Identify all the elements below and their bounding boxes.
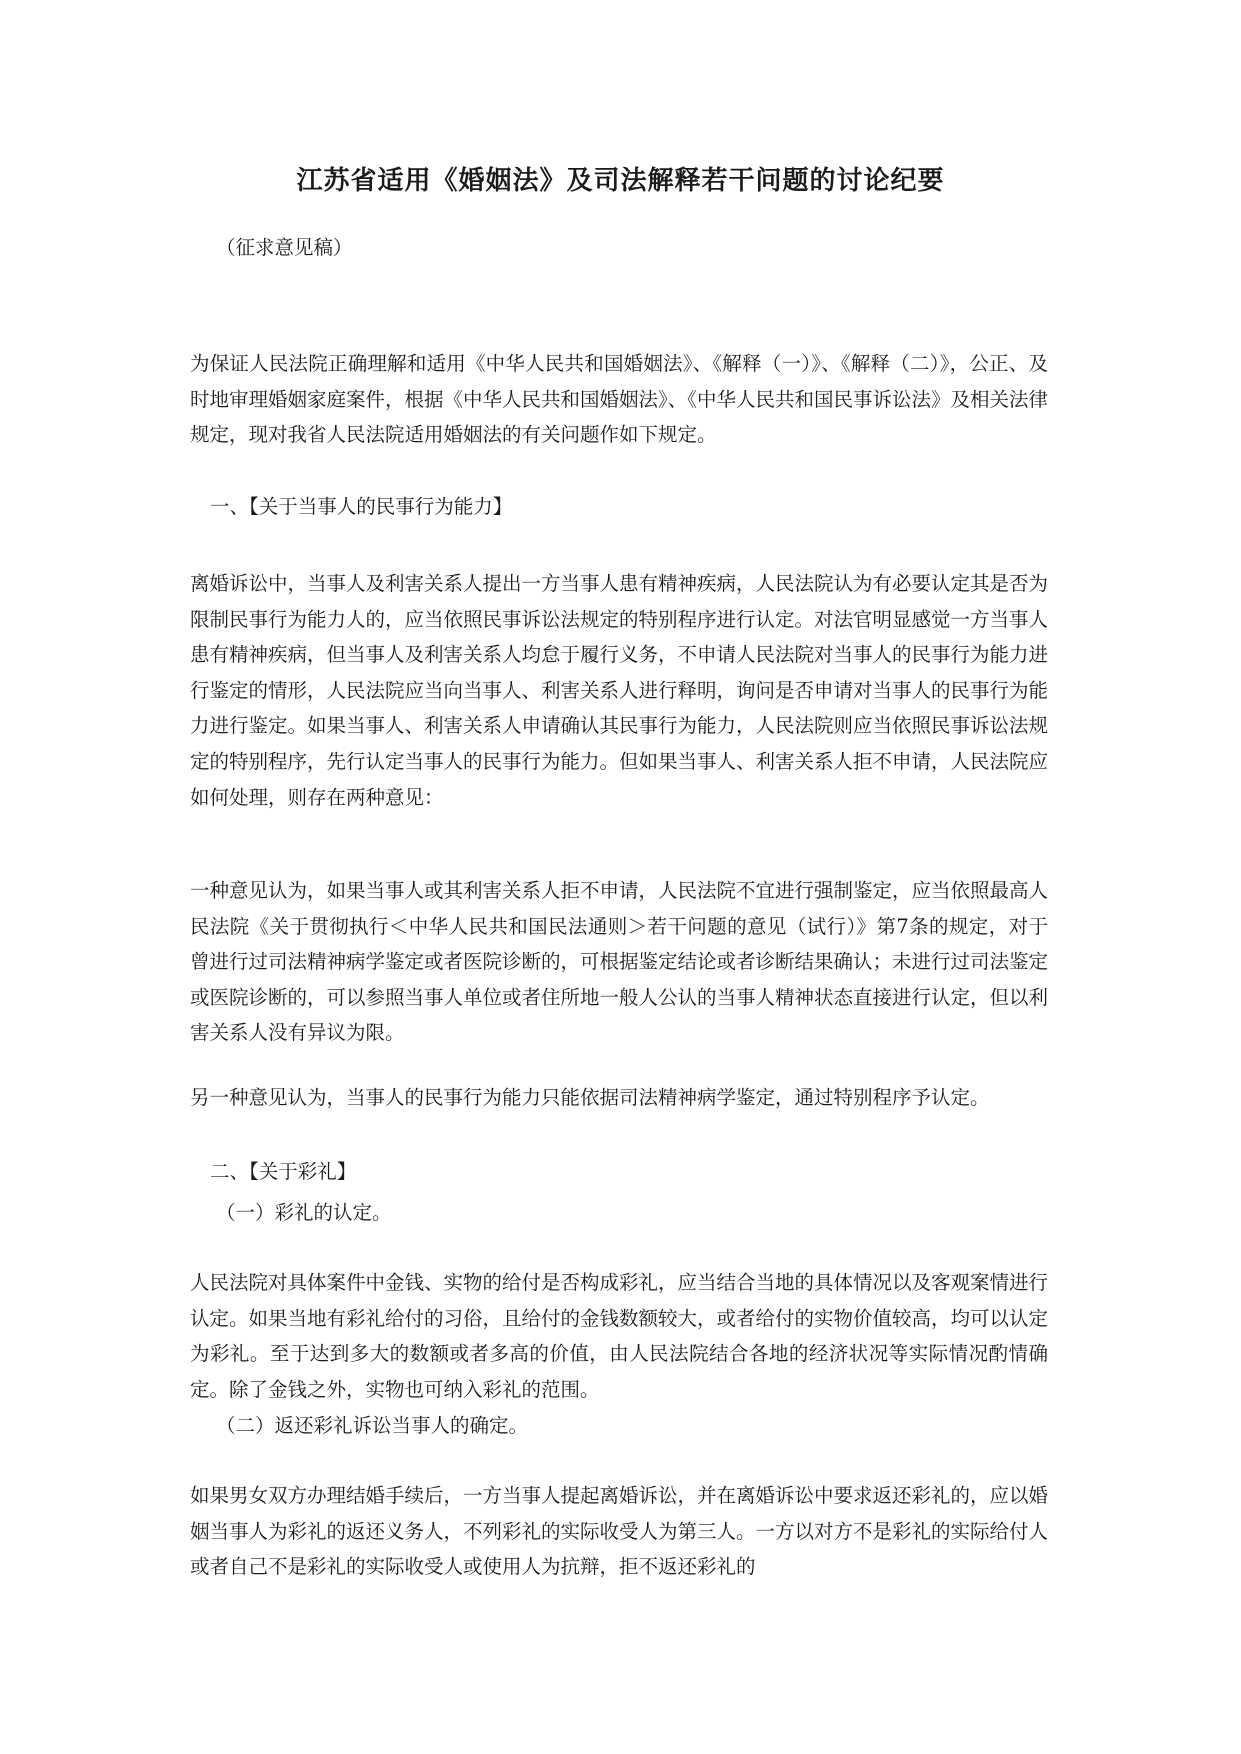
section-2-sub-2-heading: （二）返还彩礼诉讼当事人的确定。 bbox=[216, 1414, 529, 1437]
section-1-paragraph-3: 另一种意见认为，当事人的民事行为能力只能依据司法精神病学鉴定，通过特别程序予认定。 bbox=[190, 1086, 990, 1109]
section-2-sub-2-paragraph: 如果男女双方办理结婚手续后，一方当事人提起离婚诉讼，并在离婚诉讼中要求返还彩礼的，应以婚姻当事人为彩礼的返还义务人，不列彩礼的实际收受人为第三人。一方以对方不是彩礼的实际给付人或者自己不是彩礼的实际收受人或使用人为抗辩，拒不返还彩礼的 bbox=[190, 1484, 1049, 1579]
preamble-paragraph: 为保证人民法院正确理解和适用《中华人民共和国婚姻法》、《解释（一）》、《解释（二）》，公正、及时地审理婚姻家庭案件，根据《中华人民共和国婚姻法》、《中华人民共和国民事诉讼法》及相关法律规定，现对我省人民法院适用婚姻法的有关问题作如下规定。 bbox=[190, 352, 1049, 447]
section-2-sub-1-paragraph: 人民法院对具体案件中金钱、实物的给付是否构成彩礼，应当结合当地的具体情况以及客观案情进行认定。如果当地有彩礼给付的习俗，且给付的金钱数额较大，或者给付的实物价值较高，均可以认定为彩礼。至于达到多大的数额或者多高的价值，由人民法院结合各地的经济状况等实际情况酌情确定。除了金钱之外，实物也可纳入彩礼的范围。 bbox=[190, 1271, 1049, 1401]
section-2-heading: 二、【关于彩礼】 bbox=[210, 1160, 357, 1183]
section-2-sub-1-heading: （一）彩礼的认定。 bbox=[216, 1201, 392, 1224]
section-1-heading: 一、【关于当事人的民事行为能力】 bbox=[210, 495, 513, 518]
section-1-paragraph-2: 一种意见认为，如果当事人或其利害关系人拒不申请，人民法院不宜进行强制鉴定，应当依照最高人民法院《关于贯彻执行＜中华人民共和国民法通则＞若干问题的意见（试行）》第7条的规定，对于曾进行过司法精神病学鉴定或者医院诊断的，可根据鉴定结论或者诊断结果确认；未进行过司法鉴定或医院诊断的，可以参照当事人单位或者住所地一般人公认的当事人精神状态直接进行认定，但以利害关系人没有异议为限。 bbox=[190, 879, 1049, 1045]
document-subtitle: （征求意见稿） bbox=[216, 236, 353, 259]
document-title: 江苏省适用《婚姻法》及司法解释若干问题的讨论纪要 bbox=[296, 166, 945, 196]
section-1-paragraph-1: 离婚诉讼中，当事人及利害关系人提出一方当事人患有精神疾病，人民法院认为有必要认定其是否为限制民事行为能力人的，应当依照民事诉讼法规定的特别程序进行认定。对法官明显感觉一方当事人患有精神疾病，但当事人及利害关系人均怠于履行义务，不申请人民法院对当事人的民事行为能力进行鉴定的情形，人民法院应当向当事人、利害关系人进行释明，询问是否申请对当事人的民事行为能力进行鉴定。如果当事人、利害关系人申请确认其民事行为能力，人民法院则应当依照民事诉讼法规定的特别程序，先行认定当事人的民事行为能力。但如果当事人、利害关系人拒不申请，人民法院应如何处理，则存在两种意见： bbox=[190, 572, 1049, 809]
